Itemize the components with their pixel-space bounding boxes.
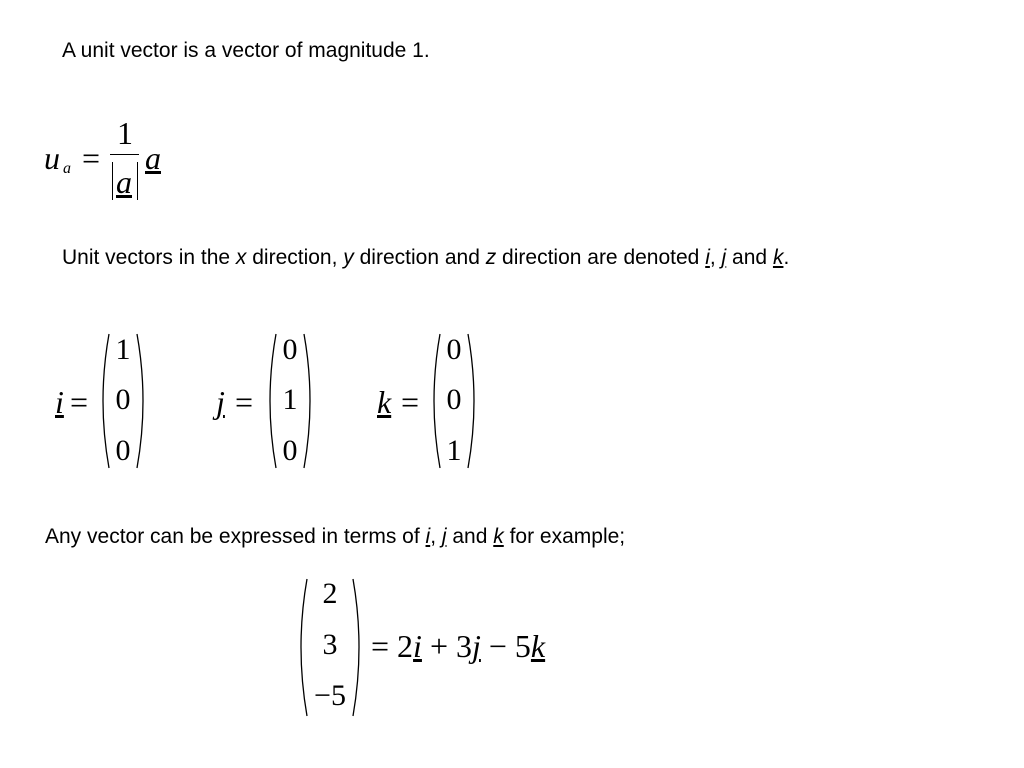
vector-j-name: j	[216, 384, 225, 420]
text: Any vector can be expressed in terms of	[45, 525, 426, 548]
text: direction and	[353, 246, 486, 269]
minus-sign: −	[488, 628, 507, 664]
fraction-bar	[110, 154, 139, 155]
matrix-cell: 0	[282, 333, 298, 366]
vector-k-matrix	[428, 330, 480, 472]
x-label: x	[235, 246, 247, 269]
text: Unit vectors in the	[62, 246, 236, 269]
k-term: k	[530, 628, 546, 664]
coef: 3	[455, 628, 472, 664]
k-label: k	[772, 246, 784, 269]
example-matrix	[295, 575, 365, 720]
text: and	[726, 246, 773, 269]
plus-sign: +	[429, 628, 448, 664]
matrix-cell: 0	[282, 434, 298, 467]
vector-j-equals: =	[235, 384, 254, 420]
text: .	[783, 246, 790, 269]
vector-j-matrix	[264, 330, 316, 472]
text: direction,	[246, 246, 344, 269]
text: direction are denoted	[496, 246, 706, 269]
matrix-cell: 0	[115, 383, 131, 416]
j-term: j	[471, 628, 481, 664]
text: for example;	[503, 525, 626, 548]
k-label: k	[493, 525, 504, 548]
z-label: z	[485, 246, 497, 269]
i-term: i	[413, 628, 422, 664]
unit-directions-text	[62, 246, 789, 270]
abs-bar-left	[112, 162, 113, 200]
j-label: j	[721, 246, 727, 269]
any-vector-text	[45, 525, 625, 549]
coef: 5	[514, 628, 531, 664]
formula-numerator: 1	[117, 115, 133, 151]
i-label: i	[705, 246, 710, 269]
vector-i-equals: =	[70, 384, 89, 420]
j-label: j	[441, 525, 447, 548]
y-label: y	[343, 246, 354, 269]
formula-subscript: a	[63, 160, 71, 177]
text: ,	[709, 246, 722, 269]
matrix-cell: 1	[282, 383, 298, 416]
matrix-cell: 1	[115, 333, 131, 366]
example-equation	[371, 628, 545, 665]
coef: 2	[397, 628, 414, 664]
intro-text: A unit vector is a vector of magnitude 1.	[62, 39, 430, 62]
matrix-cell: 0	[446, 333, 462, 366]
formula-rhs: a	[145, 140, 161, 176]
vector-i-matrix	[97, 330, 149, 472]
matrix-cell: 0	[115, 434, 131, 467]
formula-lhs: u	[44, 140, 60, 176]
text: and	[446, 525, 494, 548]
i-label: i	[425, 525, 431, 548]
text: ,	[430, 525, 442, 548]
formula-equals: =	[82, 140, 101, 176]
matrix-cell: 0	[446, 383, 462, 416]
equals-sign: =	[371, 628, 390, 664]
vector-k-name: k	[377, 384, 392, 420]
matrix-cell: 3	[322, 628, 338, 661]
abs-bar-right	[137, 162, 138, 200]
vector-i-name: i	[55, 384, 64, 420]
matrix-cell: 2	[322, 577, 338, 610]
matrix-cell: −5	[314, 679, 346, 712]
matrix-cell: 1	[446, 434, 462, 467]
formula-denominator: a	[116, 164, 132, 200]
vector-k-equals: =	[401, 384, 420, 420]
